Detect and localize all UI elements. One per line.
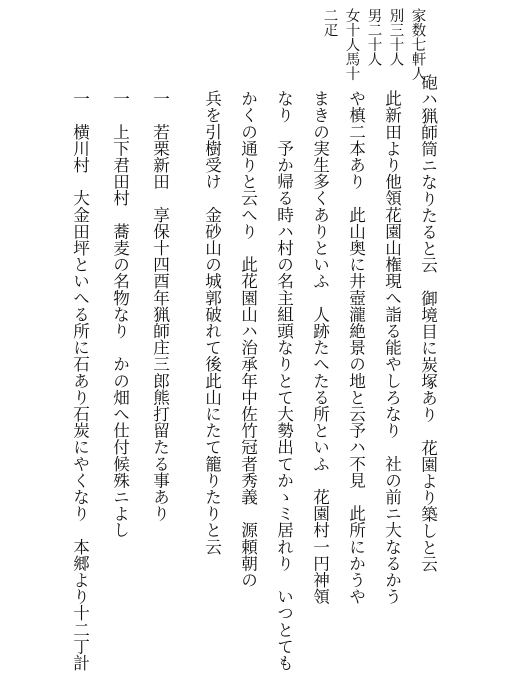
header-line-4: 女十人馬十	[343, 8, 360, 81]
body-line-4: まきの実生多くありといふ 人跡たへたる所といふ 花園村一円神領	[310, 90, 330, 605]
header-line-1: 家数七軒人	[409, 8, 426, 81]
body-line-5: なり 予か帰る時ハ村の名主組頭なりとて大勢出てかゝミ居れり いつとても	[274, 90, 294, 671]
body-line-1: 砲ハ猟師筒ニなりたると云 御境目に炭塚あり 花園より築しと云	[418, 74, 438, 572]
item-line-3: 一 横川村 大金田坪といへる所に石あり石炭にやくなり 本郷より十二丁計	[70, 90, 90, 671]
header-line-3: 男二十人	[365, 8, 382, 66]
body-line-3: や槙二本あり 此山奥に井壺瀧絶景の地と云予ハ不見 此所にかうや	[346, 90, 366, 605]
header-line-2: 別三十人	[387, 8, 404, 66]
body-line-7: 兵を引樹受け 金砂山の城郭破れて後此山にたて籠りたりと云	[202, 90, 222, 555]
item-line-2: 一 上下君田村 蕎麦の名物なり かの畑へ仕付候殊ニよし	[110, 90, 130, 539]
body-line-6: かくの通りと云へり 此花園山ハ治承年中佐竹冠者秀義 源頼朝の	[238, 90, 258, 588]
item-line-1: 一 若栗新田 享保十四酉年猟師庄三郎熊打留たる事あり	[150, 90, 170, 522]
body-line-2: 此新田より他領花園山権現へ詣る能やしろなり 社の前ニ大なるかう	[382, 90, 402, 605]
header-line-5: 二疋	[321, 8, 338, 37]
